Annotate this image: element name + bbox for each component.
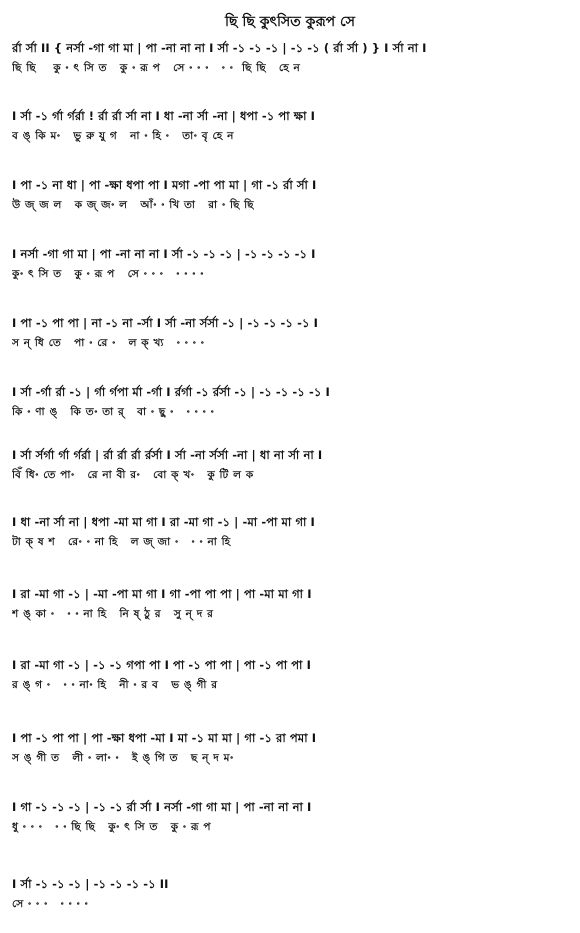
notation-line — [12, 38, 568, 78]
song-lyrics: কু৽ ৎ সি ত কু ৽ রূ প সে ৽ ৽ ৽ ৽ ৽ ৽ ৽ — [12, 268, 205, 280]
swaralipi-notes: I র্সা -১ -১ -১ | -১ -১ -১ -১ II — [12, 877, 169, 891]
swaralipi-notes: I র্সা র্সর্গা র্গা র্গর্রা | র্রা র্রা র্রা র্রর্সা I র্সা -না র্সর্সা -না | ধা না র্সা না I — [12, 448, 323, 462]
swaralipi-notes: I পা -১ না ধা | পা -ক্ষা ধপা পা I মগা -পা পা মা | গা -১ র্রা র্সা I — [12, 178, 317, 192]
song-lyrics: ধু ৽ ৽ ৽ ৽ ৽ ছি ছি কু৽ ৎ সি ত কু ৽ রূ প — [12, 821, 212, 833]
swaralipi-notes: I ধা -না র্সা না | ধপা -মা মা গা I রা -মা গা -১ | -মা -পা মা গা I — [12, 515, 315, 529]
song-lyrics: উ জ্ জ ল ক জ্ জ৽ ল আঁ৽ ৽ খি তা রা ৽ ছি ছি — [12, 199, 255, 211]
swaralipi-notes: I র্সা -র্গা র্রা -১ | র্গা র্গপা র্মা -র্গা I র্রর্গা -১ র্রর্সা -১ | -১ -১ -১ -১ I — [12, 385, 330, 399]
notation-line — [12, 382, 568, 422]
swaralipi-notes: I র্সা -১ র্গা র্গর্রা ! র্রা র্রা র্সা না I ধা -না র্সা -না | ধপা -১ পা ক্ষা I — [12, 109, 316, 123]
song-lyrics: ছি ছি কু ৽ ৎ সি ত কু ৽ রূ প সে ৽ ৽ ৽ ৽ ৽ ছি ছি হে ন — [12, 62, 301, 74]
notation-line — [12, 512, 568, 552]
song-lyrics: র ঙ্ গ ৽ ৽ ৽ না৽ হি নী ৽ র ব ভ ঙ্ গী র — [12, 679, 218, 691]
song-lyrics: স ন্ ধি তে পা ৽ রে ৽ ল ক্ খ্য ৽ ৽ ৽ ৽ — [12, 337, 205, 349]
song-lyrics: ব ঙ্ কি ম৽ ভু রু যু গ না ৽ হি ৽ তা৽ বৃ হে ন — [12, 130, 234, 142]
song-lyrics: বিঁ ধি৽ তে পা৽ রে না বী র৽ বো ক্ খ৽ কু টি ল ক — [12, 469, 254, 481]
notation-line — [12, 313, 568, 353]
song-lyrics: শ ঙ্ কা ৽ ৽ ৽ না হি নি ষ্ ঠু র সু ন্ দ র — [12, 608, 214, 620]
swaralipi-notes: I গা -১ -১ -১ | -১ -১ র্রা র্সা I নর্সা -গা গা মা | পা -না না না I — [12, 800, 312, 814]
song-title: ছি ছি কুৎসিত কুরূপ সে — [225, 14, 355, 30]
swaralipi-notes: I রা -মা গা -১ | -১ -১ গপা পা I পা -১ পা পা | পা -১ পা পা I — [12, 658, 311, 672]
notation-line — [12, 874, 568, 914]
notation-line — [12, 655, 568, 695]
song-lyrics: স ঙ্ গী ত লী ৽ লা৽ ৽ ই ঙ্ গি ত ছ ন্ দ ম৽ — [12, 752, 234, 764]
swaralipi-notes: র্রা র্সা II { নর্সা -গা গা মা | পা -না না না I র্সা -১ -১ -১ | -১ -১ ( র্রা র্সা ) } I র্সা না I — [12, 41, 427, 55]
notation-line — [12, 728, 568, 768]
swaralipi-notes: I পা -১ পা পা | পা -ক্ষা ধপা -মা I মা -১ মা মা | গা -১ রা পমা I — [12, 731, 317, 745]
song-lyrics: টা ক্ ষ শ রে৽ ৽ না হি ল জ্ জা ৽ ৽ ৽ না হি — [12, 536, 231, 548]
swaralipi-notes: I পা -১ পা পা | না -১ না -র্সা I র্সা -না র্সর্সা -১ | -১ -১ -১ -১ I — [12, 316, 319, 330]
notation-line — [12, 445, 568, 485]
swaralipi-notes: I রা -মা গা -১ | -মা -পা মা গা I গা -পা পা পা | পা -মা মা গা I — [12, 587, 312, 601]
song-lyrics: সে ৽ ৽ ৽ ৽ ৽ ৽ ৽ — [12, 898, 89, 910]
notation-line — [12, 584, 568, 624]
notation-line — [12, 106, 568, 146]
notation-line — [12, 797, 568, 837]
notation-line — [12, 244, 568, 284]
notation-line — [12, 175, 568, 215]
swaralipi-notes: I নর্সা -গা গা মা | পা -না না না I র্সা -১ -১ -১ | -১ -১ -১ -১ I — [12, 247, 316, 261]
song-lyrics: কি ৽ ণা ঙ্ কি ত৽ তা র্ বা ৽ ছু ৽ ৽ ৽ ৽ ৽ — [12, 406, 215, 418]
